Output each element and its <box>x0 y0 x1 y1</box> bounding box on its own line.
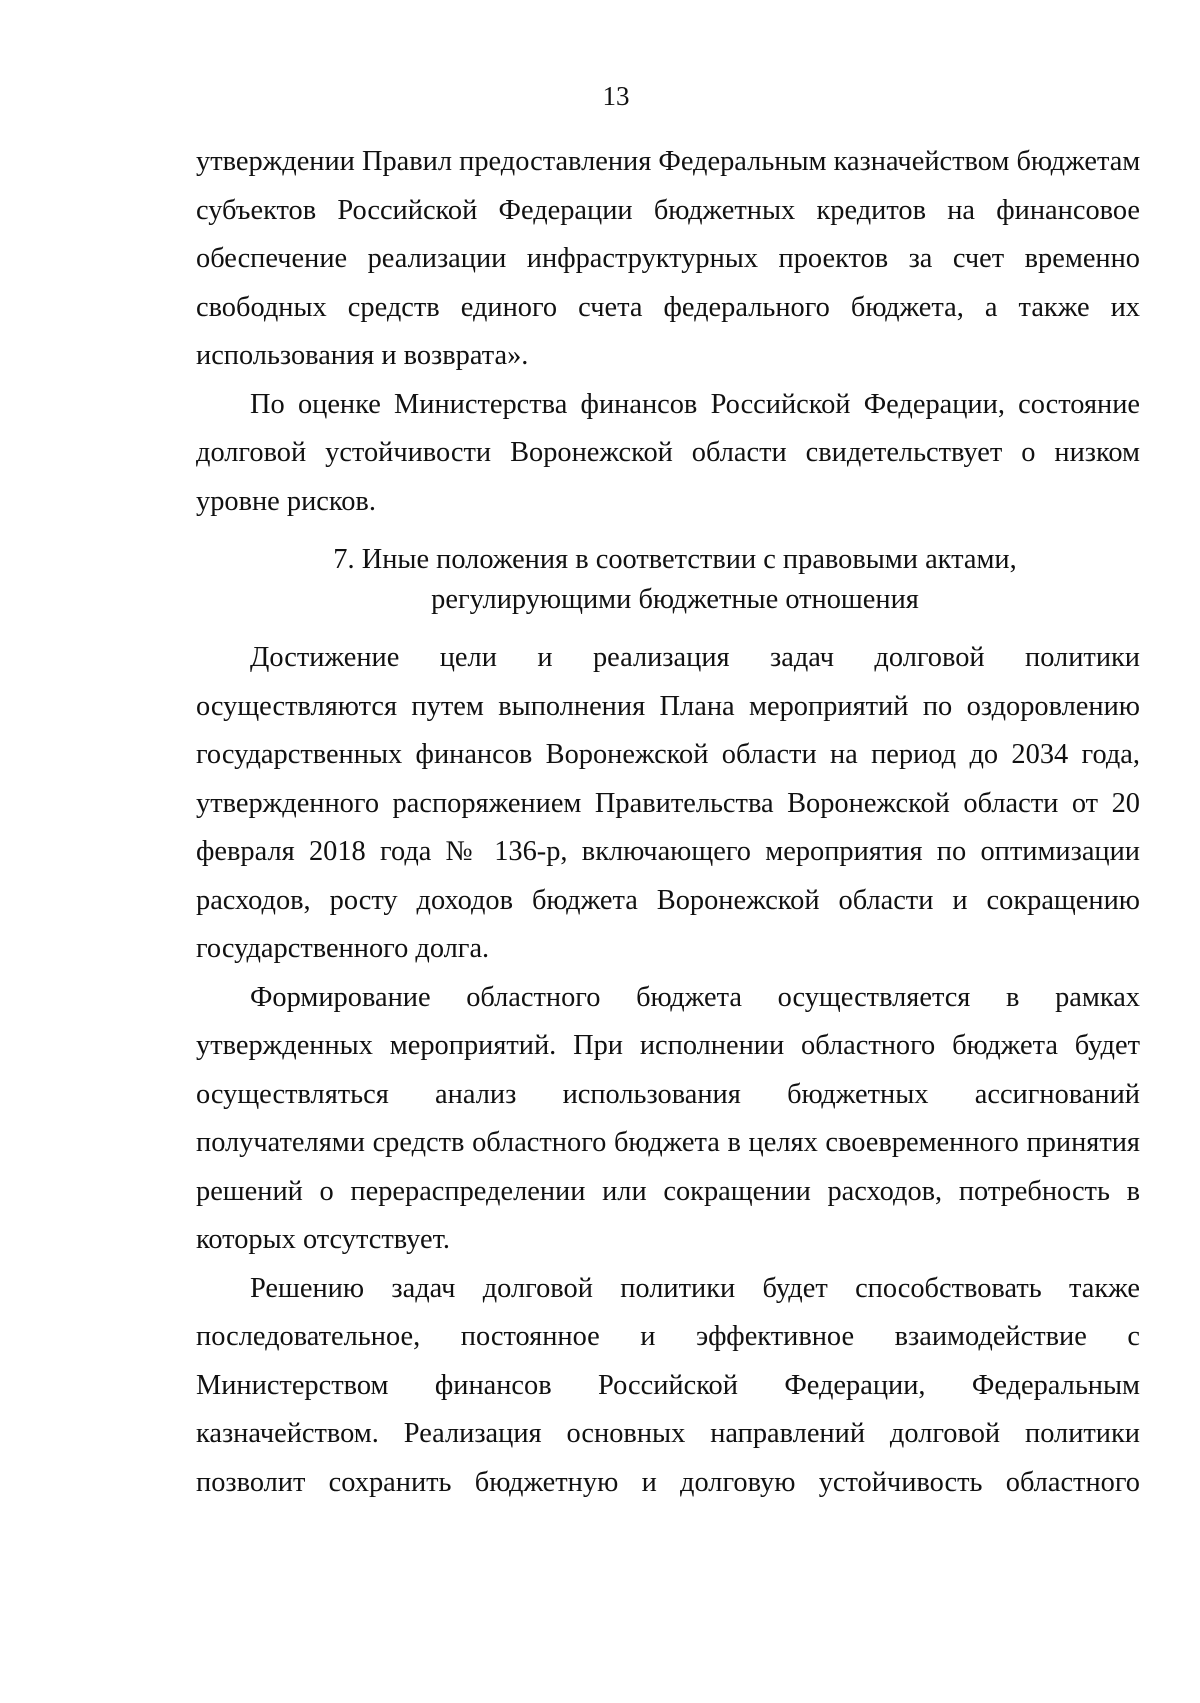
paragraph-debt-assessment <box>196 381 1140 527</box>
text-line: использования и возврата». <box>196 340 529 371</box>
text-line: уровне рисков. <box>196 485 376 517</box>
text-line: обеспечение реализации инфраструктурных проектов за счет временно <box>196 243 1140 274</box>
text-line: осуществляться анализ использования бюджетных ассигнований <box>196 1078 1140 1110</box>
text-line: утверждении Правил предоставления Федеральным казначейством бюджетам <box>196 146 1141 177</box>
text-line: осуществляются путем выполнения Плана мероприятий по оздоровлению <box>196 690 1140 722</box>
document-body <box>196 138 1140 1507</box>
text-line: долговой устойчивости Воронежской области свидетельствует о низком <box>196 437 1140 468</box>
heading-line: 7. Иные положения в соответствии с правовыми актами, <box>333 544 1017 575</box>
text-line: решений о перераспределении или сокращении расходов, потребность в <box>196 1175 1140 1207</box>
text-line: свободных средств единого счета федерального бюджета, а также их <box>196 291 1140 323</box>
paragraph-cooperation <box>196 1265 1140 1508</box>
paragraph-goal-achievement <box>196 634 1140 974</box>
text-line: Достижение цели и реализация задач долговой политики <box>250 642 1140 673</box>
paragraph-budget-formation <box>196 974 1140 1265</box>
text-line: получателями средств областного бюджета в целях своевременного принятия <box>196 1127 1140 1158</box>
paragraph-continuation <box>196 138 1140 381</box>
text-line: позволит сохранить бюджетную и долговую устойчивость областного <box>196 1466 1140 1498</box>
text-line: которых отсутствует. <box>196 1224 450 1255</box>
text-line: утвержденных мероприятий. При исполнении областного бюджета будет <box>196 1030 1140 1061</box>
text-line: государственных финансов Воронежской области на период до 2034 года, <box>196 739 1140 770</box>
text-line: казначейством. Реализация основных направлений долговой политики <box>196 1418 1140 1449</box>
text-line: субъектов Российской Федерации бюджетных кредитов на финансовое <box>196 194 1140 226</box>
text-line: Формирование областного бюджета осуществляется в рамках <box>250 981 1140 1013</box>
text-line: последовательное, постоянное и эффективное взаимодействие с <box>196 1321 1140 1352</box>
text-line: Министерством финансов Российской Федерации, Федеральным <box>196 1369 1140 1401</box>
heading-line: регулирующими бюджетные отношения <box>431 584 919 615</box>
text-line: государственного долга. <box>196 933 490 964</box>
text-line: расходов, росту доходов бюджета Воронежской области и сокращению <box>196 884 1140 916</box>
text-line: Решению задач долговой политики будет способствовать также <box>250 1272 1140 1304</box>
section-heading <box>210 540 1140 620</box>
page-number: 13 <box>602 81 630 111</box>
text-line: февраля 2018 года № 136-р, включающего мероприятия по оптимизации <box>196 836 1140 867</box>
text-line: утвержденного распоряжением Правительства Воронежской области от 20 <box>196 787 1140 819</box>
text-line: По оценке Министерства финансов Российской Федерации, состояние <box>250 388 1140 420</box>
